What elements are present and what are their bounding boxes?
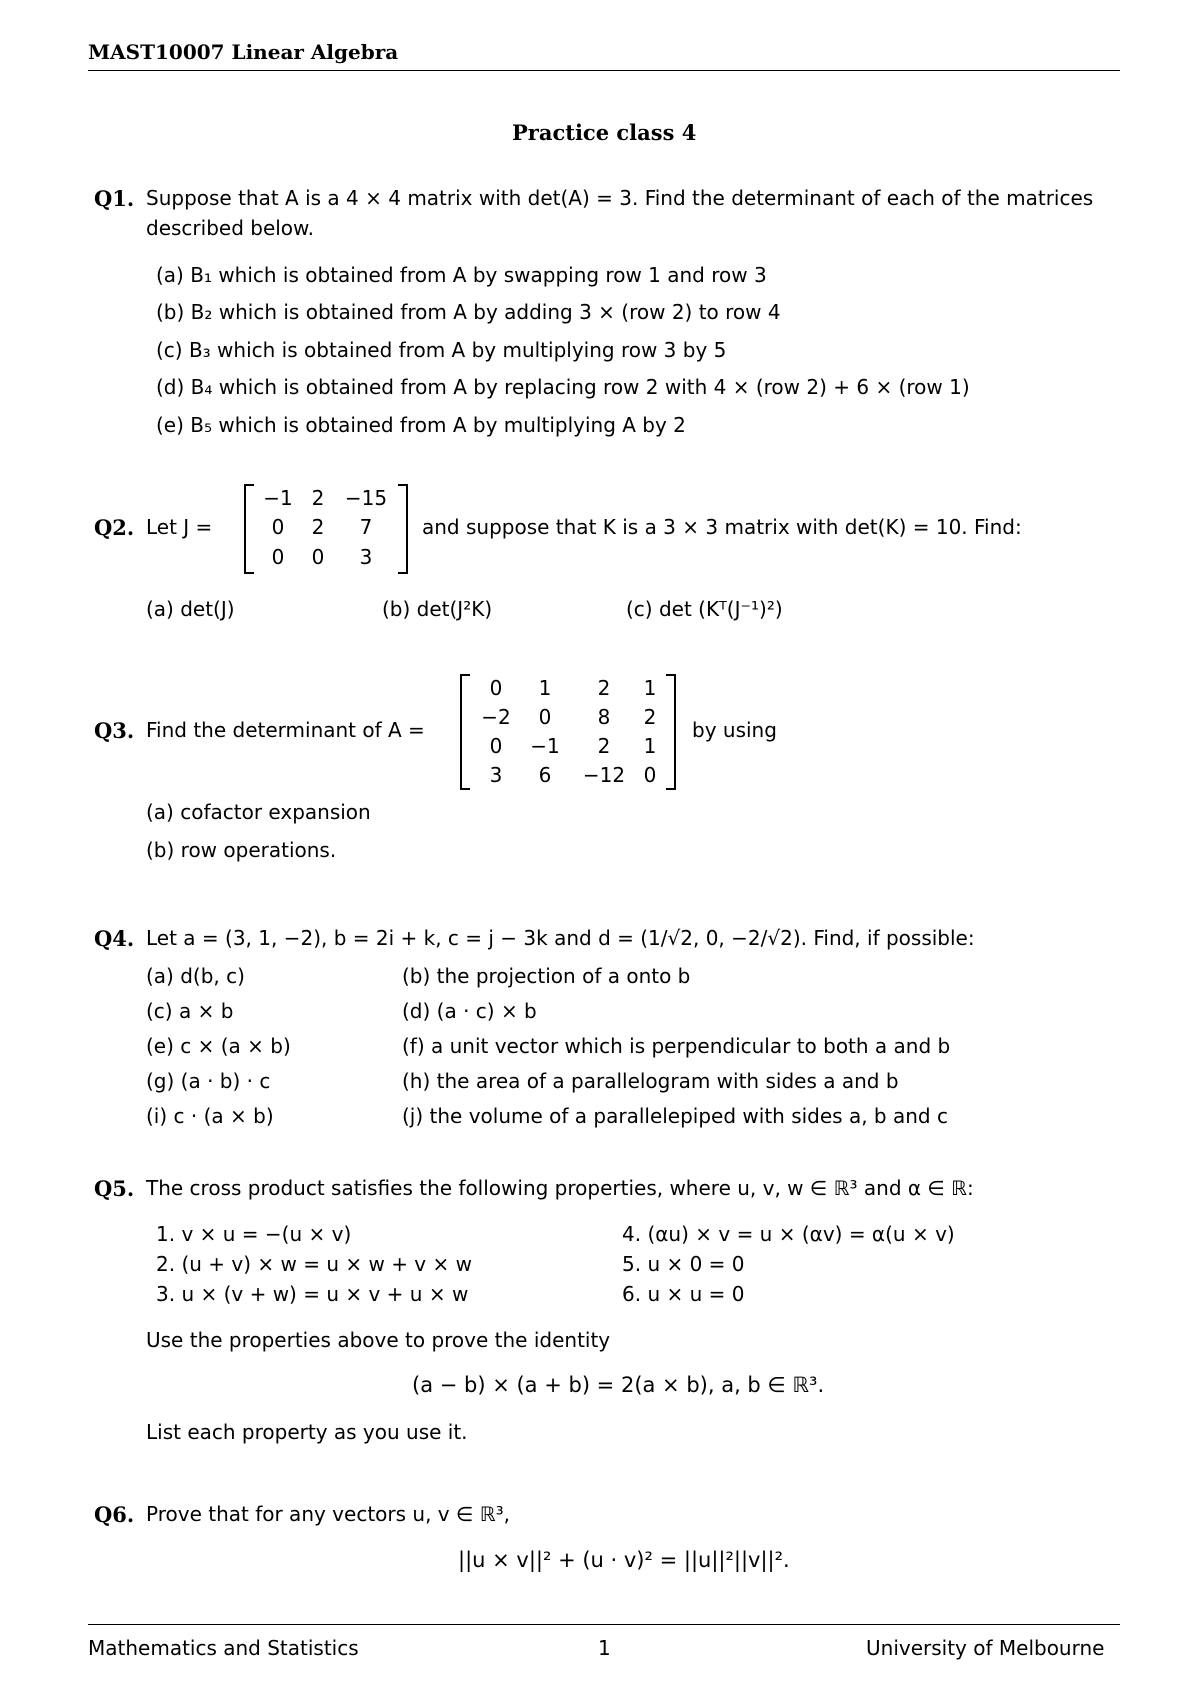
q2-rest: and suppose that K is a 3 × 3 matrix with det(K) = 10. Find: [422, 515, 1022, 539]
q3-matrix-cell: 0 [538, 705, 552, 729]
q4-part-d: (d) (a · c) × b [402, 999, 537, 1023]
q6-line: Prove that for any vectors u, v ∈ ℝ³, [146, 1502, 510, 1526]
q3-label: Q3. [94, 718, 135, 743]
q2-matrix-cell: 2 [311, 515, 325, 539]
footer-rule [88, 1624, 1120, 1625]
q4-part-j: (j) the volume of a parallelepiped with sides a, b and c [402, 1104, 948, 1128]
q4-part-b: (b) the projection of a onto b [402, 964, 691, 988]
q3-matrix-cell: 3 [489, 763, 503, 787]
q2-label: Q2. [94, 515, 135, 540]
header-rule [88, 70, 1120, 71]
q3-lead: Find the determinant of A = [146, 718, 425, 742]
q3-matrix-cell: 2 [643, 705, 657, 729]
q5-property-5: 5. u × 0 = 0 [622, 1252, 745, 1276]
q3-matrix-cell: 6 [538, 763, 552, 787]
q1-label: Q1. [94, 186, 135, 211]
q2-matrix-cell: 7 [359, 515, 373, 539]
q5-use: Use the properties above to prove the identity [146, 1328, 611, 1352]
q3-matrix-cell: 2 [597, 676, 611, 700]
q2-matrix-cell: −15 [344, 486, 388, 510]
course-header: MAST10007 Linear Algebra [88, 40, 399, 64]
q5-property-6: 6. u × u = 0 [622, 1282, 745, 1306]
q5-property-2: 2. (u + v) × w = u × w + v × w [156, 1252, 472, 1276]
q2-let: Let J = [146, 515, 213, 539]
q4-part-a: (a) d(b, c) [146, 964, 245, 988]
q3-matrix-right-bracket [666, 674, 676, 790]
q3-matrix-cell: 1 [643, 734, 657, 758]
q4-part-i: (i) c · (a × b) [146, 1104, 274, 1128]
q2-matrix-cell: 0 [271, 545, 285, 569]
q4-part-g: (g) (a · b) · c [146, 1069, 271, 1093]
q3-matrix-cell: 2 [597, 734, 611, 758]
q2-part-a: (a) det(J) [146, 597, 235, 621]
q1-part-b: (b) B₂ which is obtained from A by adding 3 × (row 2) to row 4 [156, 300, 781, 324]
q5-property-1: 1. v × u = −(u × v) [156, 1222, 352, 1246]
q3-matrix-cell: 0 [489, 734, 503, 758]
q3-matrix-cell: 8 [597, 705, 611, 729]
q2-matrix-cell: 0 [311, 545, 325, 569]
footer-left: Mathematics and Statistics [88, 1636, 359, 1660]
q2-matrix-cell: 3 [359, 545, 373, 569]
q3-matrix-cell: 0 [643, 763, 657, 787]
q1-part-c: (c) B₃ which is obtained from A by multiplying row 3 by 5 [156, 338, 727, 362]
q4-line: Let a = (3, 1, −2), b = 2i + k, c = j − 3k and d = (1/√2, 0, −2/√2). Find, if possible: [146, 926, 975, 950]
q1-part-d: (d) B₄ which is obtained from A by replacing row 2 with 4 × (row 2) + 6 × (row 1) [156, 375, 970, 399]
q5-list-instruction: List each property as you use it. [146, 1420, 468, 1444]
q5-property-3: 3. u × (v + w) = u × v + u × w [156, 1282, 469, 1306]
q6-label: Q6. [94, 1502, 135, 1527]
q5-property-4: 4. (αu) × v = u × (αv) = α(u × v) [622, 1222, 955, 1246]
q5-line: The cross product satisfies the following properties, where u, v, w ∈ ℝ³ and α ∈ ℝ: [146, 1176, 974, 1200]
q3-part-a: (a) cofactor expansion [146, 800, 371, 824]
q1-part-a: (a) B₁ which is obtained from A by swapping row 1 and row 3 [156, 263, 767, 287]
q3-matrix-cell: −1 [530, 734, 560, 758]
q4-part-c: (c) a × b [146, 999, 234, 1023]
page-number: 1 [598, 1636, 611, 1660]
q5-identity: (a − b) × (a + b) = 2(a × b), a, b ∈ ℝ³. [412, 1373, 825, 1397]
q2-part-b: (b) det(J²K) [382, 597, 493, 621]
q5-label: Q5. [94, 1176, 135, 1201]
q1-line1: Suppose that A is a 4 × 4 matrix with det(A) = 3. Find the determinant of each of the matrices [146, 186, 1094, 210]
q3-matrix-cell: 0 [489, 676, 503, 700]
q4-label: Q4. [94, 926, 135, 951]
page-title: Practice class 4 [512, 120, 697, 145]
q2-part-c: (c) det (Kᵀ(J⁻¹)²) [626, 597, 783, 621]
q4-part-e: (e) c × (a × b) [146, 1034, 291, 1058]
q6-identity: ||u × v||² + (u · v)² = ||u||²||v||². [458, 1548, 790, 1572]
q1-part-e: (e) B₅ which is obtained from A by multiplying A by 2 [156, 413, 686, 437]
q2-matrix-cell: 2 [311, 486, 325, 510]
q2-matrix-right-bracket [398, 484, 408, 574]
q2-matrix-cell: −1 [263, 486, 293, 510]
q3-matrix-cell: 1 [538, 676, 552, 700]
footer-right: University of Melbourne [866, 1636, 1105, 1660]
q3-part-b: (b) row operations. [146, 838, 337, 862]
q3-tail: by using [692, 718, 777, 742]
q3-matrix-cell: −12 [582, 763, 626, 787]
q3-matrix-cell: −2 [481, 705, 511, 729]
q2-matrix-cell: 0 [271, 515, 285, 539]
q4-part-f: (f) a unit vector which is perpendicular to both a and b [402, 1034, 951, 1058]
q1-line2: described below. [146, 216, 314, 240]
q3-matrix-cell: 1 [643, 676, 657, 700]
q4-part-h: (h) the area of a parallelogram with sides a and b [402, 1069, 899, 1093]
